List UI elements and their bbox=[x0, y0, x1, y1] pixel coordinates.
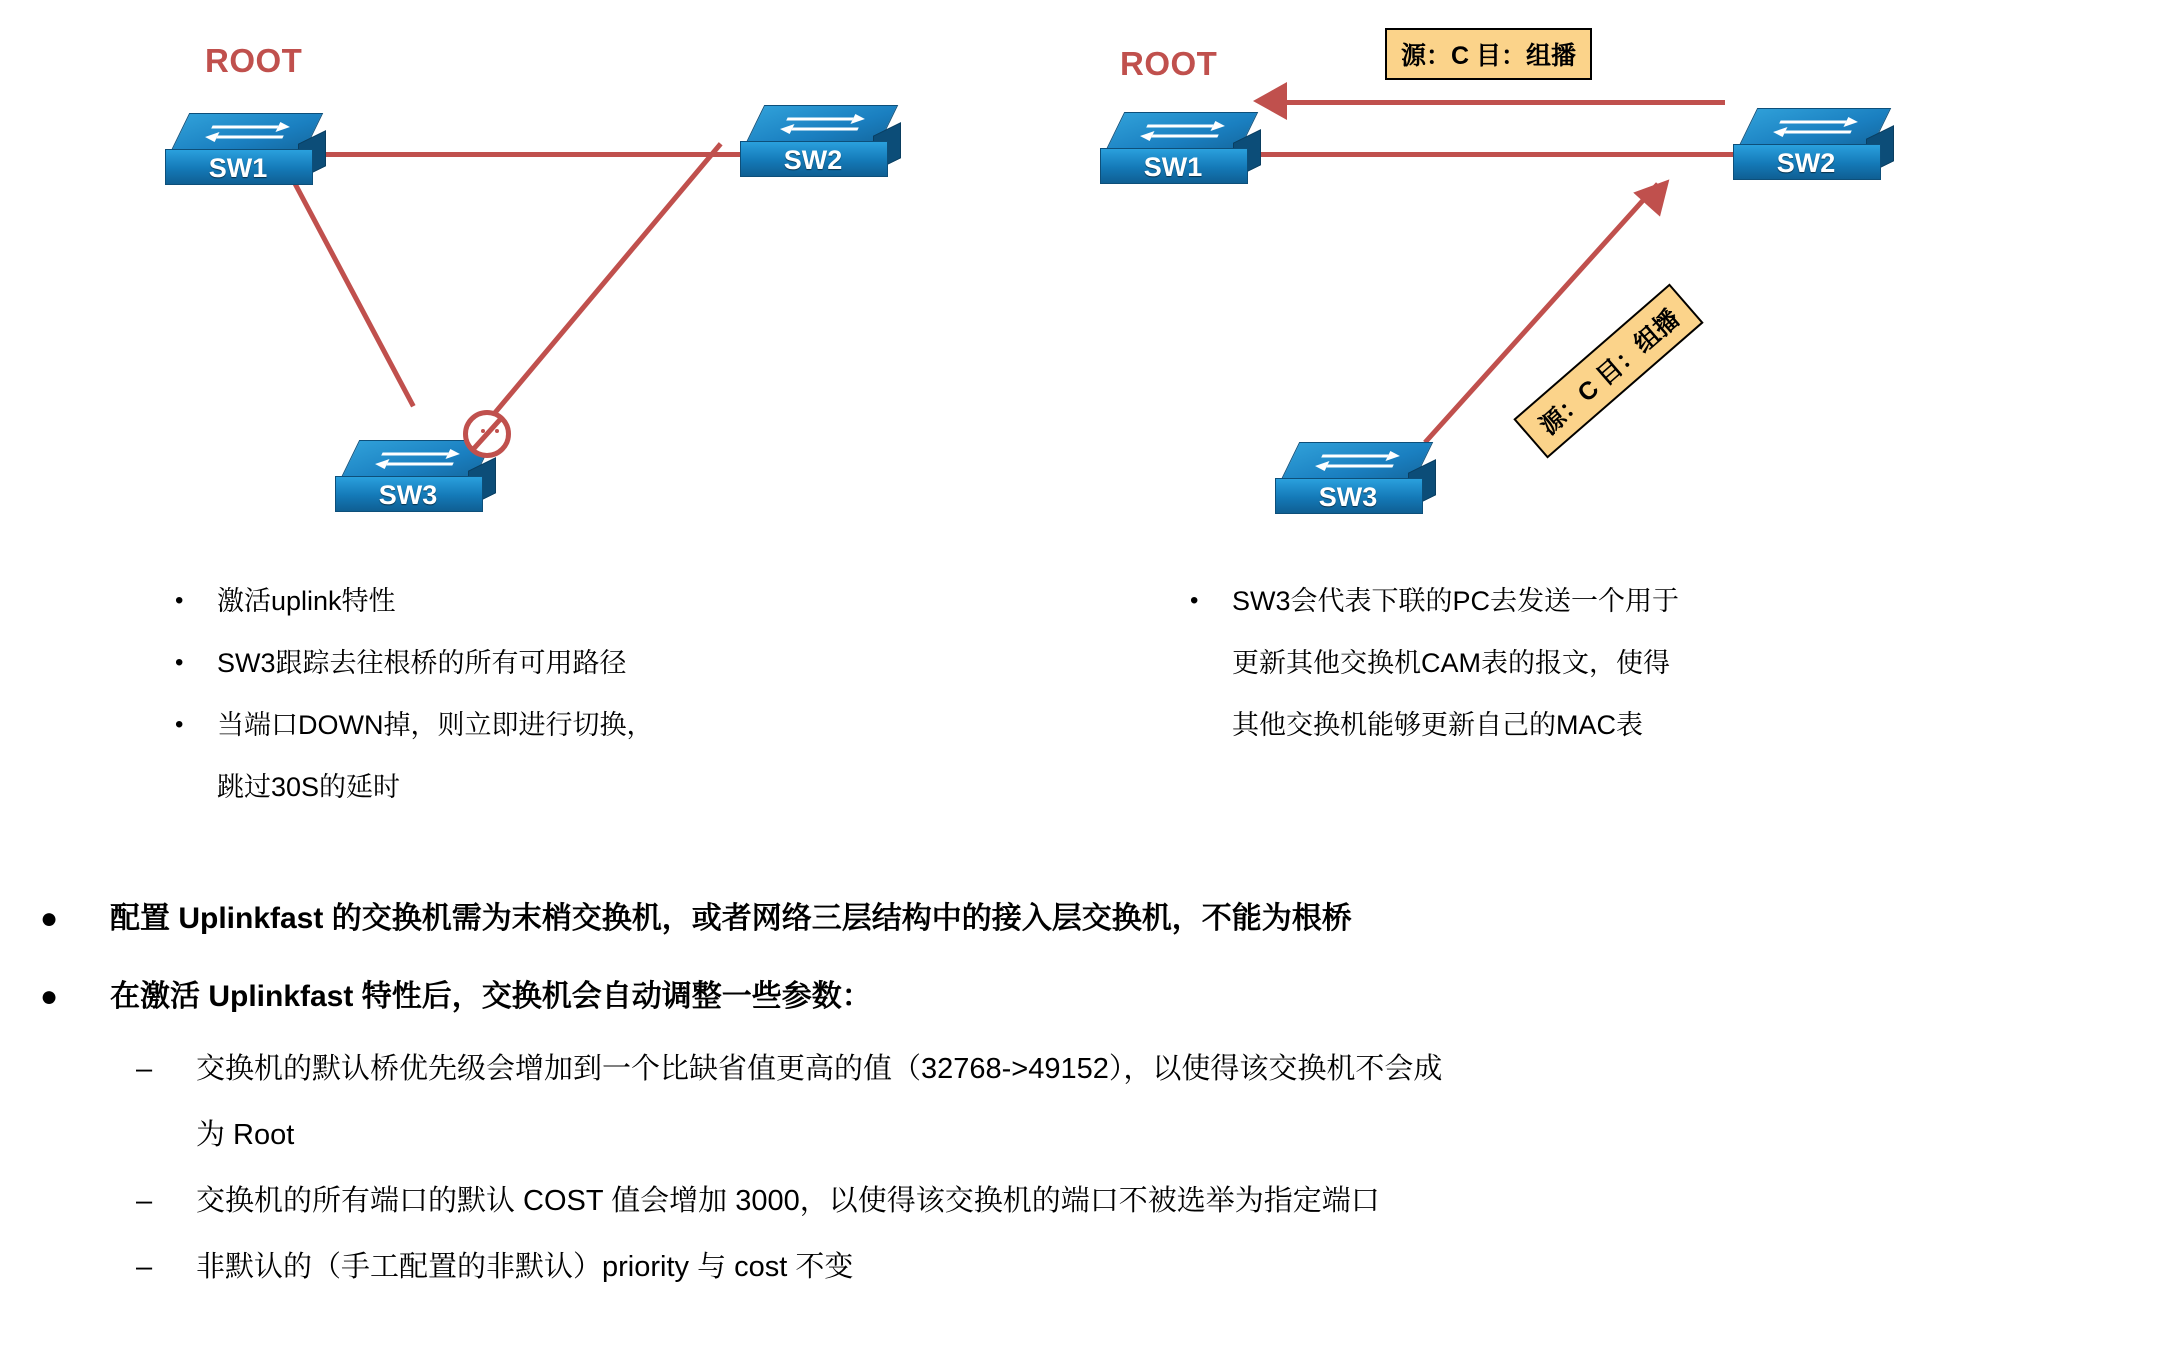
root-label-right: ROOT bbox=[1120, 45, 1218, 82]
diagram-left-panel bbox=[0, 0, 1085, 802]
switch-sw1-left bbox=[165, 113, 325, 191]
switch-sw3-right bbox=[1275, 442, 1435, 520]
note-bullet: • bbox=[1190, 587, 1199, 614]
frame-label-top: 源：C 目：组播 bbox=[1385, 28, 1592, 80]
right-notes bbox=[1190, 570, 2090, 756]
sub-bullet-text-cont: 为 Root bbox=[196, 1119, 295, 1151]
note-bullet: • bbox=[175, 649, 184, 676]
main-bullet-text: 配置 Uplinkfast 的交换机需为末梢交换机，或者网络三层结构中的接入层交换机，不能为根桥 bbox=[110, 902, 1352, 935]
main-bullet-list bbox=[40, 880, 2130, 1300]
link-sw1-sw2-right bbox=[1237, 152, 1757, 157]
note-bullet: • bbox=[175, 711, 184, 738]
switch-label: SW2 bbox=[783, 145, 843, 175]
sub-bullet-text: 非默认的（手工配置的非默认）priority 与 cost 不变 bbox=[196, 1251, 854, 1283]
dash-marker: – bbox=[136, 1053, 153, 1085]
diagram-right-panel bbox=[1085, 0, 2170, 740]
sub-bullet-text: 交换机的默认桥优先级会增加到一个比缺省值更高的值（32768->49152），以使得该交换机不会成 bbox=[196, 1053, 1443, 1085]
root-label-left: ROOT bbox=[205, 42, 303, 79]
note-text-cont: 跳过30S的延时 bbox=[217, 772, 401, 802]
switch-label: SW2 bbox=[1776, 148, 1836, 178]
link-sw1-sw3 bbox=[286, 169, 416, 407]
main-bullet-text: 在激活 Uplinkfast 特性后，交换机会自动调整一些参数： bbox=[110, 980, 872, 1013]
switch-icon bbox=[1100, 112, 1260, 190]
arrow-head-diagonal bbox=[1633, 167, 1683, 216]
sub-bullet-text: 交换机的所有端口的默认 COST 值会增加 3000，以使得该交换机的端口不被选举为指定端口 bbox=[196, 1185, 1380, 1217]
sub-bullet-item-1 bbox=[136, 1036, 2130, 1168]
note-text: 激活uplink特性 bbox=[217, 586, 396, 616]
flow-arrow-sw2-to-sw1 bbox=[1285, 100, 1725, 105]
switch-icon bbox=[1733, 108, 1893, 186]
switch-label: SW3 bbox=[378, 480, 438, 510]
switch-label: SW1 bbox=[1143, 152, 1203, 182]
switch-arrows-icon bbox=[1127, 118, 1237, 146]
sub-bullet-item-2 bbox=[136, 1168, 2130, 1234]
note-text: 当端口DOWN掉，则立即进行切换， bbox=[217, 710, 654, 740]
note-text-cont: 更新其他交换机CAM表的报文，使得 bbox=[1232, 648, 1670, 678]
note-item bbox=[175, 694, 1055, 818]
dash-marker: – bbox=[136, 1185, 153, 1217]
link-sw3-sw2 bbox=[468, 142, 723, 444]
dash-marker: – bbox=[136, 1251, 153, 1283]
switch-sw2-left bbox=[740, 105, 900, 183]
switch-sw1-right bbox=[1100, 112, 1260, 190]
switch-icon bbox=[740, 105, 900, 183]
switch-arrows-icon bbox=[192, 119, 302, 147]
note-bullet: • bbox=[175, 587, 184, 614]
main-bullet-item-2 bbox=[40, 958, 2130, 1036]
sub-bullet-item-3 bbox=[136, 1234, 2130, 1300]
note-item bbox=[175, 570, 1055, 632]
switch-icon bbox=[165, 113, 325, 191]
note-text: SW3会代表下联的PC去发送一个用于 bbox=[1232, 586, 1680, 616]
switch-sw2-right bbox=[1733, 108, 1893, 186]
note-item bbox=[175, 632, 1055, 694]
switch-arrows-icon bbox=[1760, 114, 1870, 142]
link-sw1-sw2 bbox=[300, 152, 792, 157]
bullet-marker: ● bbox=[40, 902, 59, 935]
blocked-port-icon bbox=[463, 410, 511, 458]
note-text-cont2: 其他交换机能够更新自己的MAC表 bbox=[1232, 710, 1643, 740]
note-text: SW3跟踪去往根桥的所有可用路径 bbox=[217, 648, 627, 678]
switch-arrows-icon bbox=[362, 446, 472, 474]
left-notes bbox=[175, 570, 1055, 818]
switch-arrows-icon bbox=[1302, 448, 1412, 476]
frame-label-diagonal: 源：C 目：组播 bbox=[1513, 283, 1703, 458]
switch-label: SW1 bbox=[208, 153, 268, 183]
main-bullet-item-1 bbox=[40, 880, 2130, 958]
switch-arrows-icon bbox=[767, 111, 877, 139]
switch-label: SW3 bbox=[1318, 482, 1378, 512]
bullet-marker: ● bbox=[40, 980, 59, 1013]
note-item bbox=[1190, 570, 2090, 756]
switch-icon bbox=[1275, 442, 1435, 520]
